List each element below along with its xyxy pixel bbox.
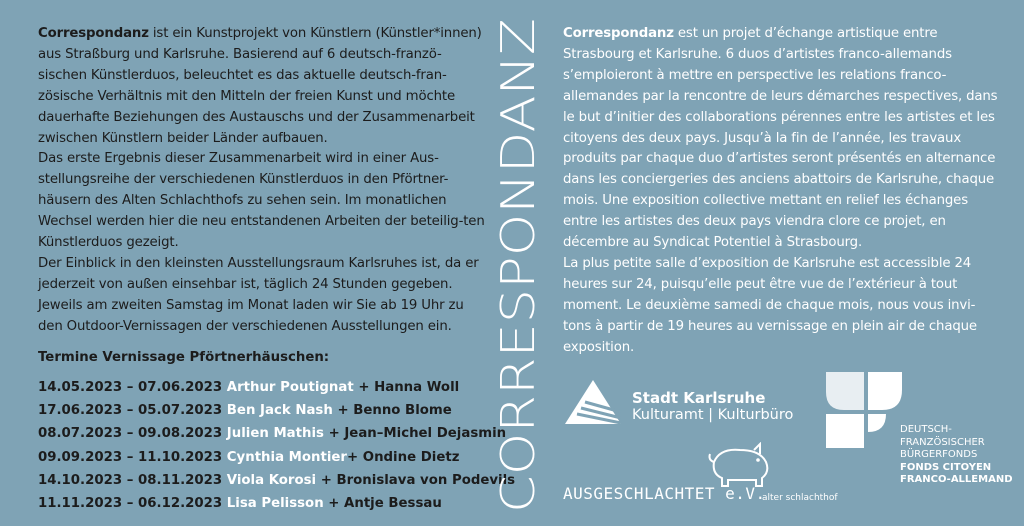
date-row — [38, 399, 515, 422]
dfb-line: DEUTSCH- — [900, 424, 952, 435]
paragraph — [38, 149, 488, 254]
date-range: 14.10.2023 – 08.11.2023 — [38, 472, 223, 488]
karlsruhe-line1: Stadt Karlsruhe — [632, 389, 766, 407]
dates-list — [38, 376, 515, 515]
artist-secondary: + Antje Bessau — [323, 496, 442, 512]
ausgeschlachtet-logo: AUSGESCHLACHTET e.V. — [563, 484, 766, 503]
artist-primary: Ben Jack Nash — [226, 403, 333, 419]
paragraph — [563, 24, 1003, 254]
date-range: 14.05.2023 – 07.06.2023 — [38, 380, 223, 395]
date-range: 08.07.2023 – 09.08.2023 — [38, 426, 223, 442]
artist-secondary: + Hanna Woll — [353, 380, 460, 395]
vertical-title-text: CORRESPONDANZ — [491, 92, 545, 513]
dfb-line: BÜRGERFONDS — [900, 449, 978, 460]
date-row — [38, 469, 515, 492]
paragraph-text: Das erste Ergebnis dieser Zusammenarbeit wird in einer Aus-stellungsreihe der verschiedenen Künstlerduos in den Pförtner-häusern des Alten Schlachthofs zu sehen sein. Im monatlichen Wechsel werden hier die neu entstandenen Arbeiten der beteilig-ten Künstlerduos gezeigt. — [38, 151, 485, 251]
artist-primary: Viola Korosi — [226, 472, 317, 488]
paragraph-text: Der Einblick in den kleinsten Ausstellungsraum Karlsruhes ist, da er jederzeit von außen einsehbar ist, täglich 24 Stunden gegeben. Jeweils am zweiten Samstag im Monat laden wir Sie ab 19 Uhr zu den Outdoor-Vernissagen der verschiedenen Ausstellungen ein. — [38, 255, 479, 334]
dfb-text — [900, 424, 1013, 487]
german-text — [38, 24, 488, 338]
alter-schlachthof-label: alter schlachthof — [762, 493, 838, 503]
dates-title: Termine Vernissage Pförtnerhäuschen: — [38, 350, 330, 365]
paragraph — [38, 254, 488, 338]
artist-primary: Lisa Pelisson — [226, 496, 324, 512]
date-range: 17.06.2023 – 05.07.2023 — [38, 403, 223, 419]
vertical-title — [487, 8, 549, 518]
date-row — [38, 446, 515, 469]
french-text — [563, 24, 1003, 359]
karlsruhe-line2: Kulturamt | Kulturbüro — [632, 407, 794, 423]
artist-primary: Arthur Poutignat — [226, 380, 354, 395]
artist-secondary: + Benno Blome — [332, 403, 452, 419]
dfb-line: FRANZÖSISCHER — [900, 436, 985, 448]
pig-icon — [706, 442, 776, 490]
dfb-line: FONDS CITOYEN — [900, 461, 992, 473]
paragraph-text: La plus petite salle d’exposition de Karlsruhe est accessible 24 heures sur 24, puisqu’elle peut être vue de l’extérieur à tout moment. Le deuxième samedi de chaque mois, nous vous invi-tons à partir de 19 heures au vernissage en plein air de chaque exposition. — [563, 255, 977, 355]
artist-secondary: + Ondine Dietz — [347, 449, 460, 465]
paragraph — [38, 24, 488, 149]
dfb-logo-icon — [824, 370, 904, 450]
date-row — [38, 422, 515, 445]
artist-primary: Julien Mathis — [226, 426, 324, 442]
artist-secondary: + Jean–Michel Dejasmin — [323, 426, 507, 442]
paragraph-text: est un projet d’échange artistique entre Strasbourg et Karlsruhe. 6 duos d’artistes franco-allemands s’emploieront à mettre en perspective les relations franco-allemandes par la rencontre de leurs démarches respectives, dans le but d’initier des collaborations pérennes entre les artistes et les citoyens des deux pays. Jusqu’à la fin de l’année, les travaux produits par chaque duo d’artistes seront présentés en alternance dans les conciergeries des anciens abattoirs de Karlsruhe, chaque mois. Une exposition collective mettant en relief les échanges entre les artistes des deux pays viendra clore ce projet, en décembre au Syndicat Potentiel à Strasbourg. — [563, 26, 998, 251]
date-row — [38, 492, 515, 515]
date-range: 11.11.2023 – 06.12.2023 — [38, 496, 223, 512]
paragraph-bold: Correspondanz — [38, 26, 149, 41]
dfb-line: FRANCO-ALLEMAND — [900, 474, 1013, 485]
date-row — [38, 376, 515, 399]
artist-secondary: + Bronislava von Podevils — [316, 472, 516, 488]
paragraph-text: ist ein Kunstprojekt von Künstlern (Künstler*innen) aus Straßburg und Karlsruhe. Basierend auf 6 deutsch-franzö-sischen Künstlerduos, beleuchtet es das aktuelle deutsch-fran-zösische Verhältnis mit den Mitteln der freien Kunst und möchte dauerhafte Beziehungen des Austauschs und der Zusammenarbeit zwischen Künstlern beider Länder aufbauen. — [38, 26, 482, 146]
paragraph-bold: Correspondanz — [563, 26, 674, 41]
date-range: 09.09.2023 – 11.10.2023 — [38, 449, 223, 465]
artist-primary: Cynthia Montier — [226, 449, 347, 465]
paragraph — [563, 254, 1003, 359]
